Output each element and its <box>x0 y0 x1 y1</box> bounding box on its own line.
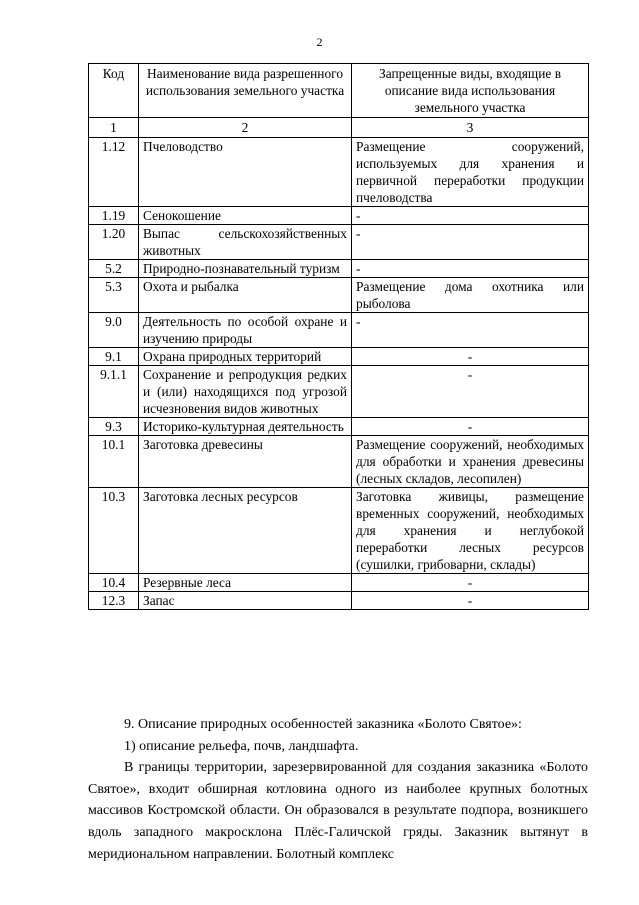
row-code: 9.1.1 <box>89 366 139 418</box>
row-prohibited: Размещение сооружений, используемых для хранения и первичной переработки продукции пчеловодства <box>352 138 589 207</box>
row-prohibited: Размещение дома охотника или рыболова <box>352 278 589 313</box>
row-prohibited: Заготовка живицы, размещение временных сооружений, необходимых для хранения и неглубокой переработки лесных ресурсов (сушилки, грибоварни, склады) <box>352 488 589 574</box>
row-code: 12.3 <box>89 592 139 610</box>
table-row <box>89 488 589 574</box>
row-prohibited: - <box>352 592 589 610</box>
row-name: Пчеловодство <box>139 138 352 207</box>
row-code: 9.0 <box>89 313 139 348</box>
row-name: Историко-культурная деятельность <box>139 418 352 436</box>
numbering-cell: 1 <box>89 118 139 138</box>
row-code: 10.3 <box>89 488 139 574</box>
table-row <box>89 436 589 488</box>
row-name: Выпас сельскохозяйственных животных <box>139 225 352 260</box>
table-row <box>89 574 589 592</box>
table-row <box>89 348 589 366</box>
row-name: Охрана природных территорий <box>139 348 352 366</box>
row-name: Резервные леса <box>139 574 352 592</box>
row-code: 10.4 <box>89 574 139 592</box>
row-code: 9.3 <box>89 418 139 436</box>
table-row <box>89 260 589 278</box>
row-prohibited: Размещение сооружений, необходимых для обработки и хранения древесины (лесных складов, лесопилен) <box>352 436 589 488</box>
row-name: Охота и рыбалка <box>139 278 352 313</box>
row-code: 9.1 <box>89 348 139 366</box>
row-name: Заготовка лесных ресурсов <box>139 488 352 574</box>
row-name: Деятельность по особой охране и изучению природы <box>139 313 352 348</box>
table-row <box>89 225 589 260</box>
row-code: 5.2 <box>89 260 139 278</box>
row-code: 1.19 <box>89 207 139 225</box>
row-prohibited: - <box>352 418 589 436</box>
row-code: 1.20 <box>89 225 139 260</box>
row-prohibited: - <box>352 225 589 260</box>
table-row <box>89 278 589 313</box>
row-code: 10.1 <box>89 436 139 488</box>
row-name: Природно-познавательный туризм <box>139 260 352 278</box>
table-row <box>89 207 589 225</box>
numbering-cell: 2 <box>139 118 352 138</box>
row-name: Сенокошение <box>139 207 352 225</box>
table-row <box>89 313 589 348</box>
table-row <box>89 138 589 207</box>
page-number: 2 <box>316 35 323 49</box>
numbering-cell: 3 <box>352 118 589 138</box>
section-subheading: 1) описание рельефа, почв, ландшафта. <box>124 738 359 754</box>
row-code: 5.3 <box>89 278 139 313</box>
row-prohibited: - <box>352 260 589 278</box>
table-row <box>89 366 589 418</box>
row-prohibited: - <box>352 366 589 418</box>
row-name: Запас <box>139 592 352 610</box>
header-name: Наименование вида разрешенного использования земельного участка <box>139 64 352 118</box>
land-use-table <box>88 63 589 610</box>
row-prohibited: - <box>352 574 589 592</box>
table-row <box>89 592 589 610</box>
header-prohibited: Запрещенные виды, входящие в описание вида использования земельного участка <box>352 64 589 118</box>
table-row <box>89 418 589 436</box>
row-prohibited: - <box>352 348 589 366</box>
section-heading: 9. Описание природных особенностей заказника «Болото Святое»: <box>124 717 522 732</box>
table-numbering-row <box>89 118 589 138</box>
section-paragraph: В границы территории, зарезервированной для создания заказника «Болото Святое», входит обширная котловина одного из наиболее крупных болотных массивов Костромской области. Он образовался в результате подпора, возникшего вдоль западного макросклона Плёс-Галичской гряды. Заказник вытянут в меридиональном направлении. Болотный комплекс <box>88 760 588 862</box>
table-header-row <box>89 64 589 118</box>
row-name: Заготовка древесины <box>139 436 352 488</box>
row-prohibited: - <box>352 313 589 348</box>
body-text <box>88 714 588 865</box>
header-code: Код <box>89 64 139 118</box>
row-code: 1.12 <box>89 138 139 207</box>
row-prohibited: - <box>352 207 589 225</box>
row-name: Сохранение и репродукция редких и (или) находящихся под угрозой исчезновения видов животных <box>139 366 352 418</box>
